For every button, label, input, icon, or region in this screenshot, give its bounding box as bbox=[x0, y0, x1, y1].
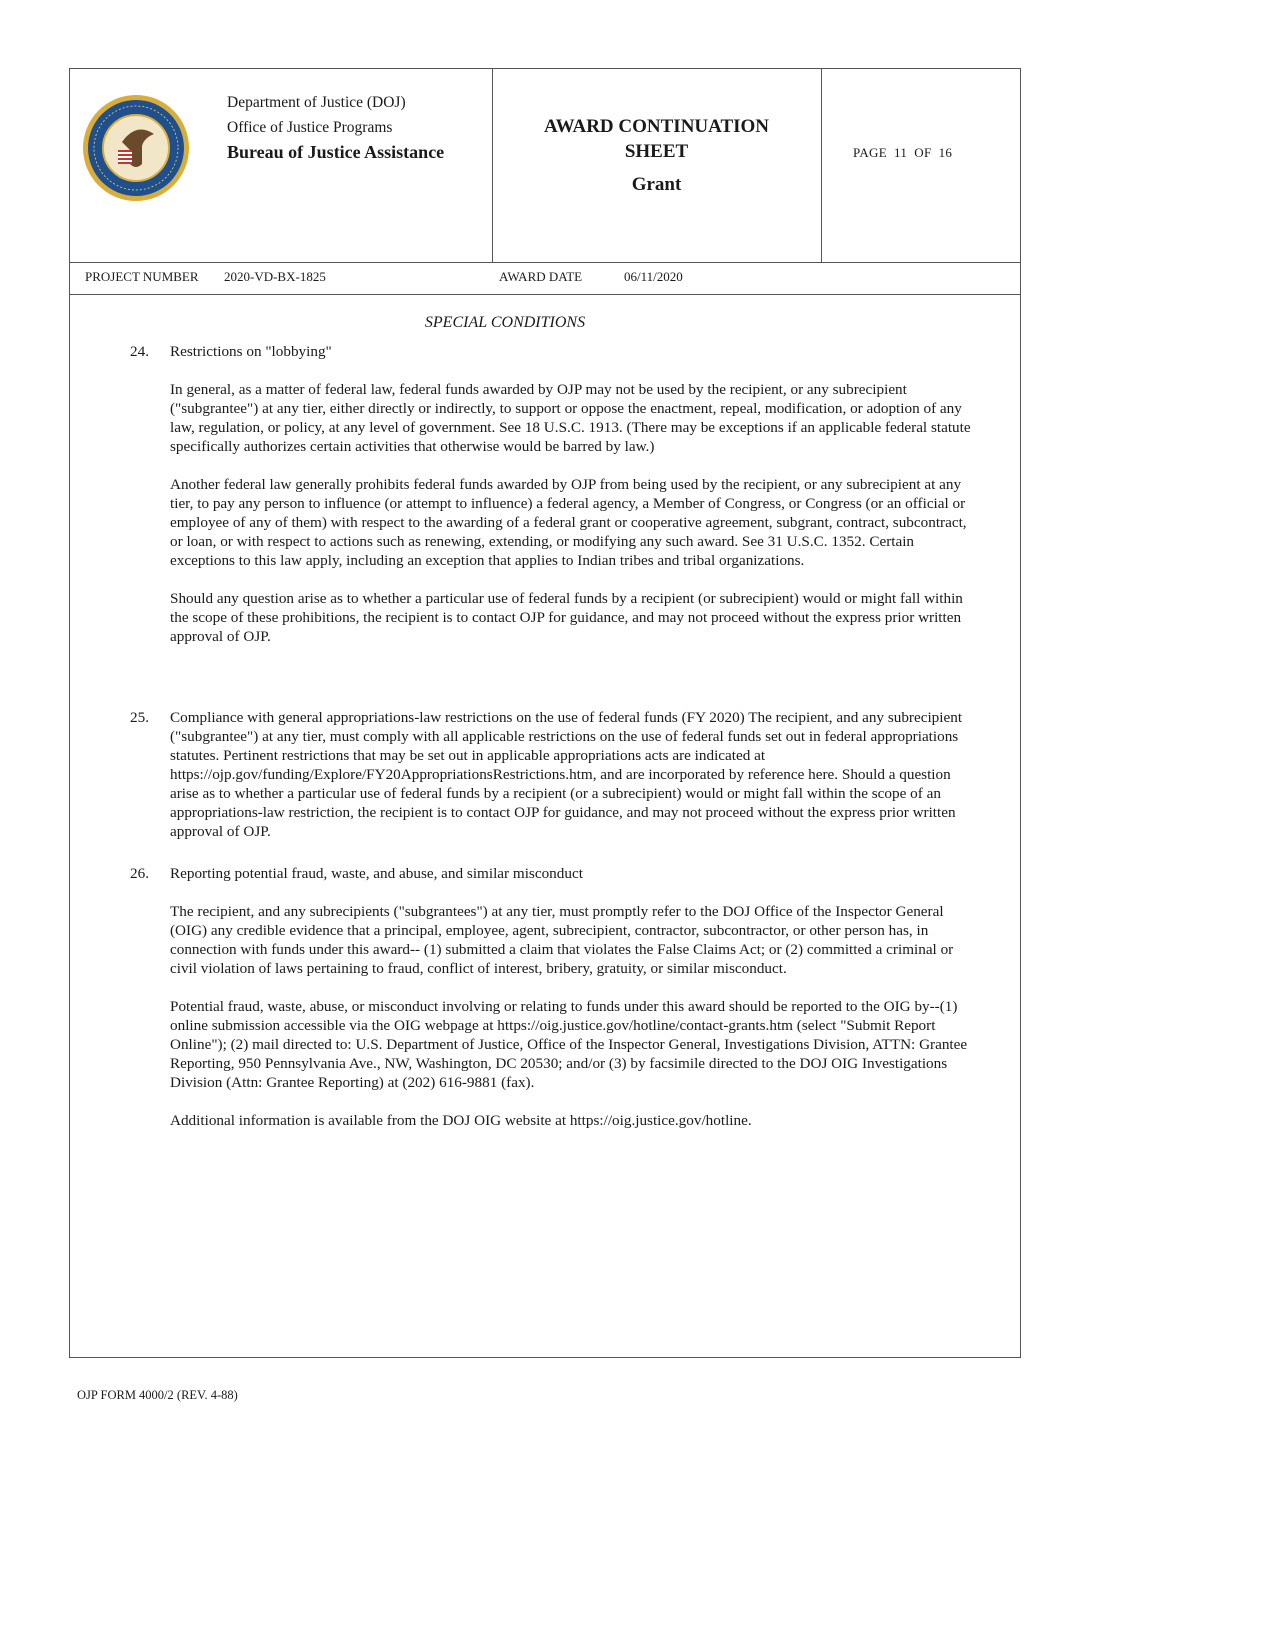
award-date-value: 06/11/2020 bbox=[624, 269, 683, 284]
title-line: SHEET bbox=[624, 141, 689, 162]
condition-24 bbox=[130, 342, 980, 665]
condition-heading: Restrictions on "lobbying" bbox=[170, 343, 332, 360]
award-type: Grant bbox=[631, 174, 682, 195]
doj-seal-logo bbox=[82, 94, 190, 202]
meta-divider bbox=[69, 294, 1021, 295]
page-number: PAGE 11 OF 16 bbox=[853, 145, 953, 160]
condition-paragraph: Potential fraud, waste, abuse, or misconduct involving or relating to funds under this award should be reported to the OIG by--(1) online submission accessible via the OIG webpage at https://oig.justice.gov/hotline/contact-grants.htm (select "Submit Report Online"); (2) mail directed to: U.S. Department of Justice, Office of the Inspector General, Investigations Division, ATTN: Grantee Reporting, 950 Pennsylvania Ave., NW, Washington, DC 20530; and/or (3) by facsimile directed to the DOJ OIG Investigations Division (Attn: Grantee Reporting) at (202) 616-9881 (fax). bbox=[170, 998, 968, 1091]
header-divider bbox=[69, 262, 1021, 263]
condition-number: 25. bbox=[130, 709, 149, 726]
condition-paragraph: Additional information is available from the DOJ OIG website at https://oig.justice.gov/hotline. bbox=[170, 1112, 752, 1129]
agency-block bbox=[227, 90, 444, 165]
title-line: AWARD CONTINUATION bbox=[543, 116, 770, 137]
agency-department: Department of Justice (DOJ) bbox=[227, 94, 406, 111]
condition-26 bbox=[130, 864, 980, 1149]
condition-number: 24. bbox=[130, 343, 149, 360]
form-footer: OJP FORM 4000/2 (REV. 4-88) bbox=[77, 1388, 238, 1402]
condition-paragraph: Should any question arise as to whether a particular use of federal funds by a recipient (or subrecipient) would or might fall within the scope of these prohibitions, the recipient is to contact OJP for guidance, and may not proceed without the express prior written approval of OJP. bbox=[170, 590, 963, 645]
agency-office: Office of Justice Programs bbox=[227, 119, 393, 136]
project-number-label: PROJECT NUMBER bbox=[85, 269, 199, 284]
condition-paragraph: The recipient, and any subrecipients ("subgrantees") at any tier, must promptly refer to the DOJ Office of the Inspector General (OIG) any credible evidence that a principal, employee, agent, subrecipient, contractor, subcontractor, or other person has, in connection with funds under this award-- (1) submitted a claim that violates the False Claims Act; or (2) committed a criminal or civil violation of laws pertaining to fraud, conflict of interest, bribery, gratuity, or similar misconduct. bbox=[170, 903, 954, 977]
condition-paragraph: Another federal law generally prohibits federal funds awarded by OJP from being used by the recipient, or any subrecipient at any tier, to pay any person to influence (or attempt to influence) a federal agency, a Member of Congress, or Congress (or an official or employee of any of them) with respect to the awarding of a federal grant or cooperative agreement, subgrant, contract, subcontract, or loan, or with respect to actions such as renewing, extending, or modifying any such award. See 31 U.S.C. 1352. Certain exceptions to this law apply, including an exception that applies to Indian tribes and tribal organizations. bbox=[170, 476, 967, 569]
project-number-value: 2020-VD-BX-1825 bbox=[224, 269, 326, 284]
section-title: SPECIAL CONDITIONS bbox=[424, 314, 586, 331]
award-date-label: AWARD DATE bbox=[499, 269, 583, 284]
agency-bureau: Bureau of Justice Assistance bbox=[227, 142, 445, 162]
column-divider bbox=[821, 68, 822, 262]
condition-paragraph: In general, as a matter of federal law, federal funds awarded by OJP may not be used by the recipient, or any subrecipient ("subgrantee") at any tier, either directly or indirectly, to support or oppose the enactment, repeal, modification, or adoption of any law, regulation, or policy, at any level of government. See 18 U.S.C. 1913. (There may be exceptions if an applicable federal statute specifically authorizes certain activities that otherwise would be barred by law.) bbox=[170, 381, 971, 455]
condition-paragraph: Compliance with general appropriations-law restrictions on the use of federal funds (FY 2020) The recipient, and any subrecipient ("subgrantee") at any tier, must comply with all applicable restrictions on the use of federal funds set out in federal appropriations statutes. Pertinent restrictions that may be set out in applicable appropriations acts are indicated at https://ojp.gov/funding/Explore/FY20AppropriationsRestrictions.htm, and are incorporated by reference here. Should a question arise as to whether a particular use of federal funds by a recipient (or a subrecipient) would or might fall within the scope of an appropriations-law restriction, the recipient is to contact OJP for guidance, and may not proceed without the express prior written approval of OJP. bbox=[170, 709, 963, 840]
condition-heading: Reporting potential fraud, waste, and abuse, and similar misconduct bbox=[170, 865, 583, 882]
document-title bbox=[492, 114, 821, 197]
condition-number: 26. bbox=[130, 865, 149, 882]
condition-25 bbox=[130, 708, 980, 860]
